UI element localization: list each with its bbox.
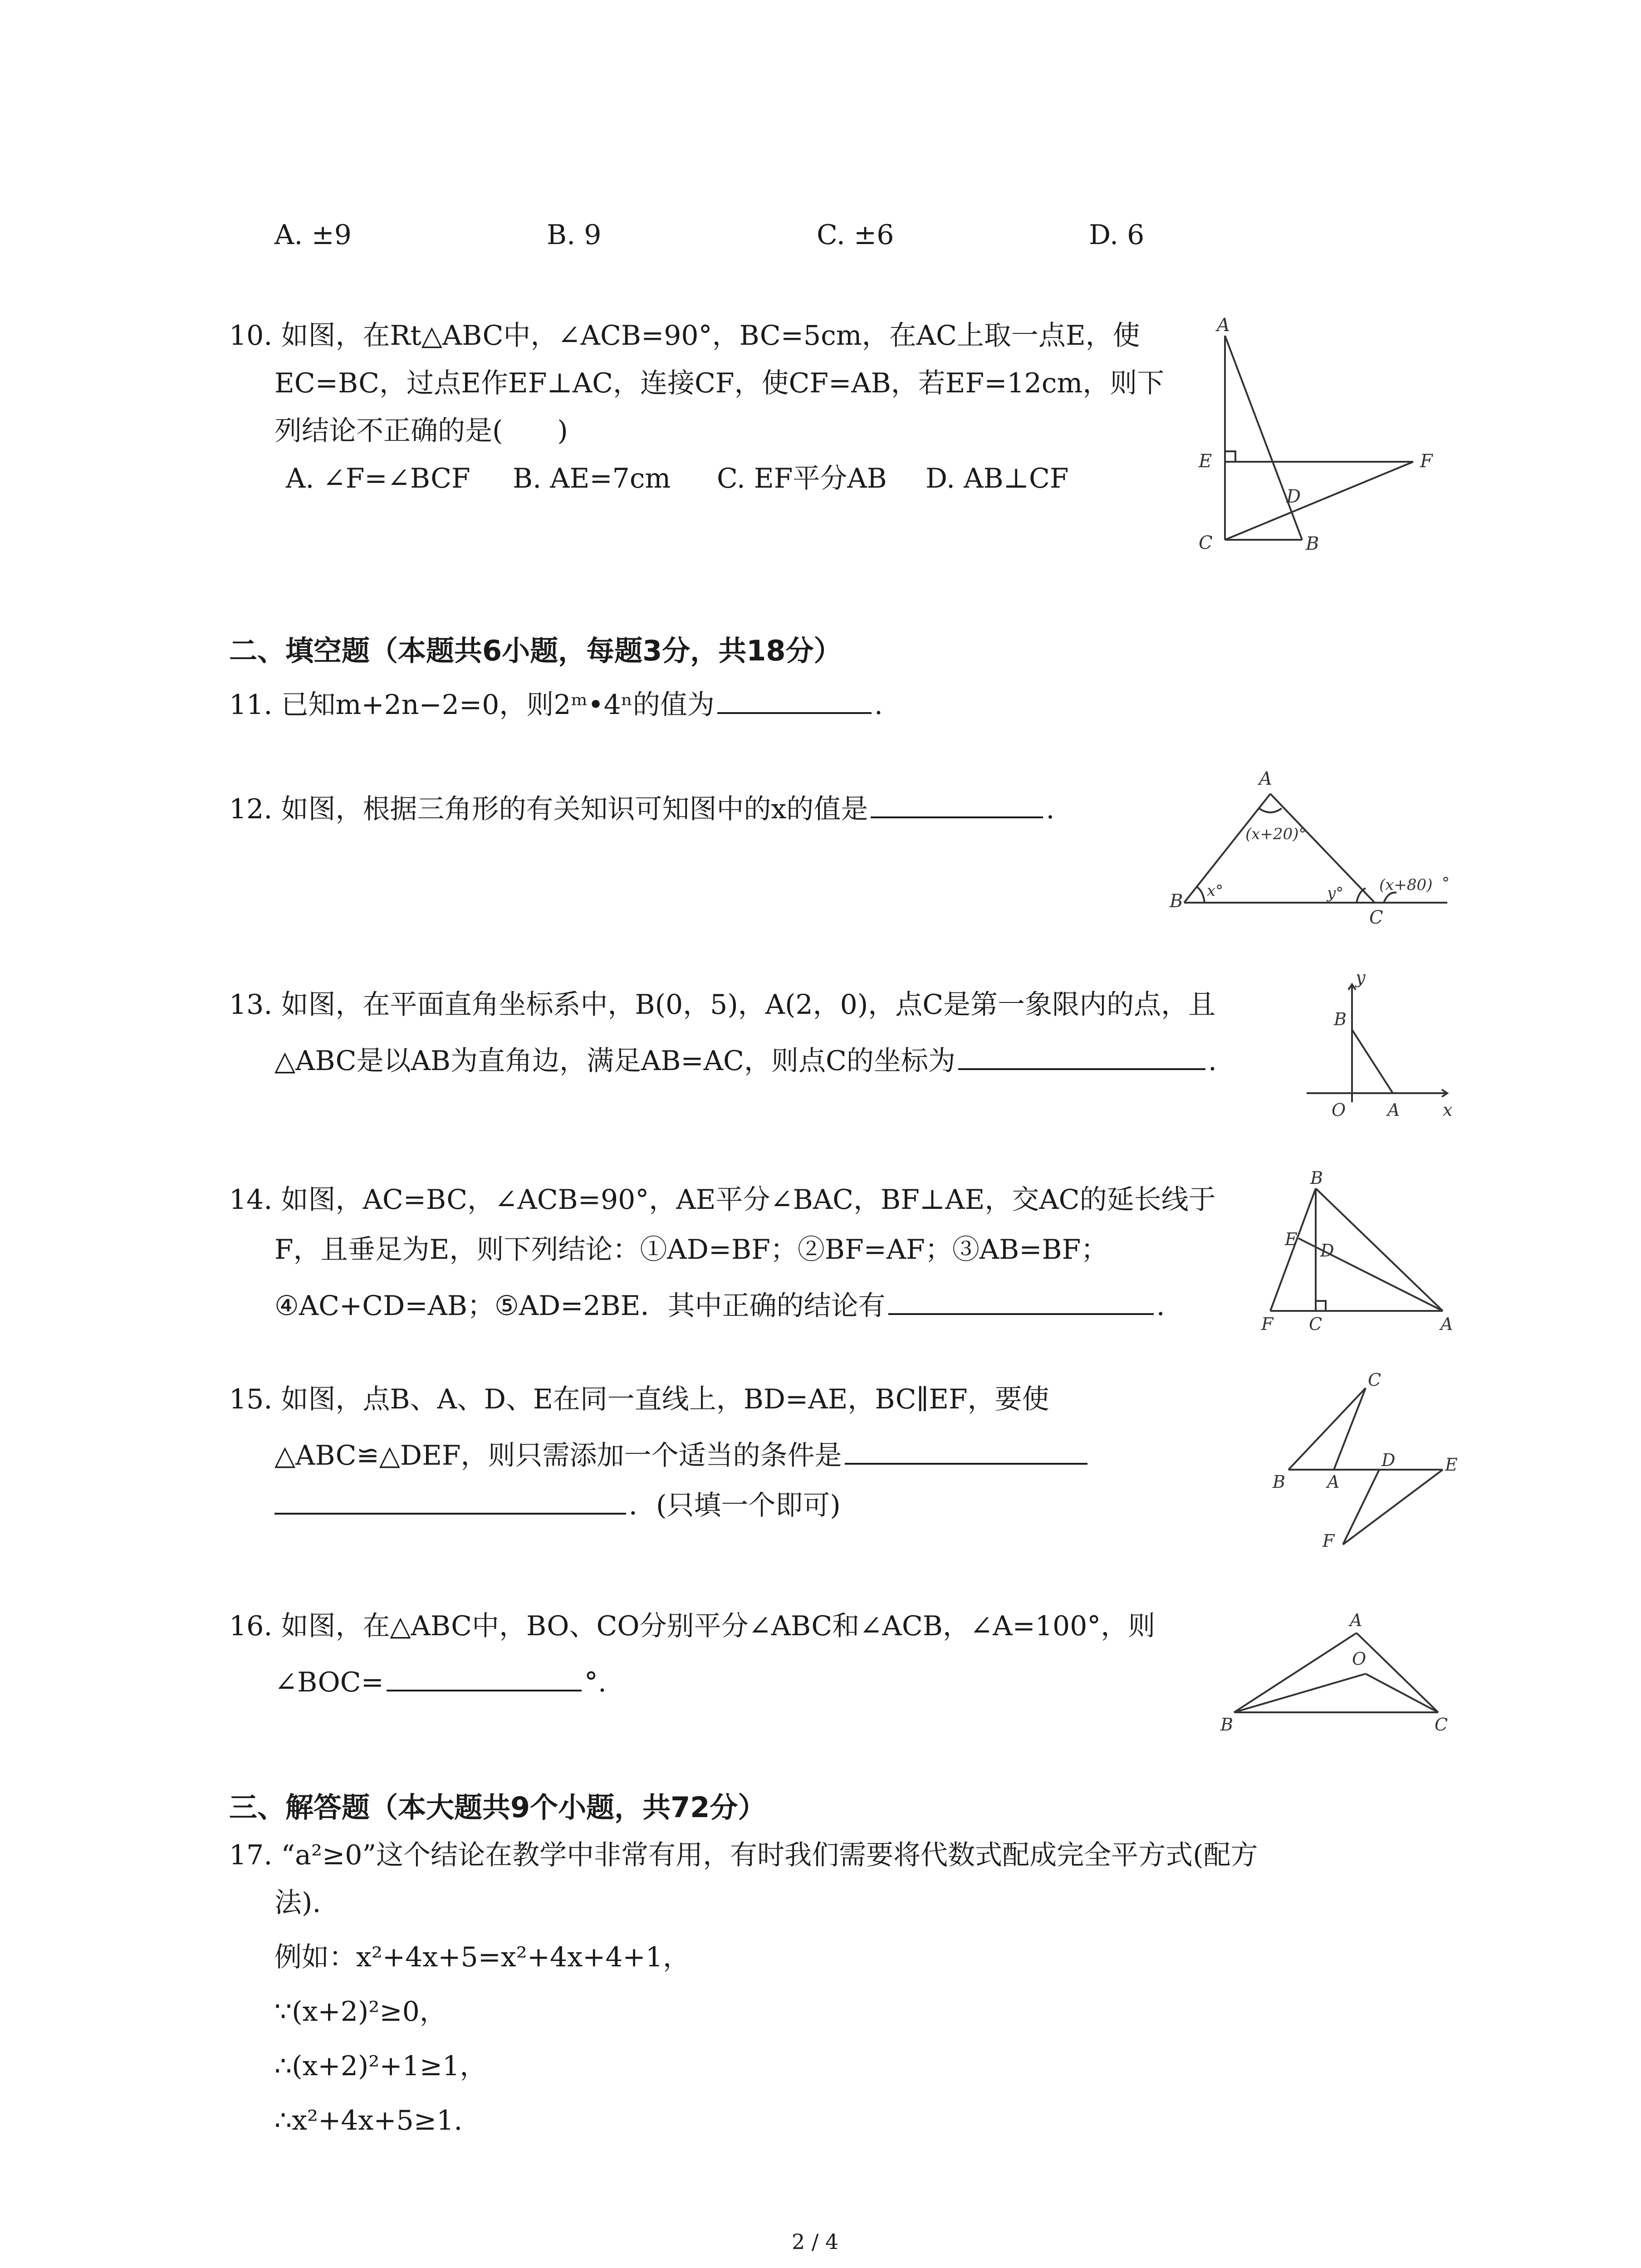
- q13-period: .: [1208, 1045, 1217, 1077]
- q10-option-b: B. AE=7cm: [513, 463, 671, 494]
- q13-fig-label-y: y: [1356, 968, 1366, 987]
- q14-answer-blank[interactable]: [888, 1286, 1154, 1315]
- q16-answer-blank[interactable]: [387, 1662, 582, 1691]
- q10-line3: 列结论不正确的是( ): [274, 415, 568, 447]
- q10-line2: EC=BC，过点E作EF⊥AC，连接CF，使CF=AB，若EF=12cm，则下: [274, 367, 1165, 399]
- q11-period: .: [874, 689, 883, 721]
- q12-fig-label-c: C: [1369, 907, 1383, 928]
- q12-text: 12. 如图，根据三角形的有关知识可知图中的x的值是: [229, 793, 868, 825]
- page-number: 2 / 4: [792, 2229, 839, 2254]
- q13-line1: 13. 如图，在平面直角坐标系中，B(0，5)，A(2，0)，点C是第一象限内的点，且: [229, 989, 1216, 1021]
- q14-fig-label-e: E: [1285, 1229, 1298, 1249]
- q15-answer-blank-1[interactable]: [845, 1436, 1087, 1465]
- section-2-heading: 二、填空题（本题共6小题，每题3分，共18分）: [229, 634, 842, 667]
- q16-text: ∠BOC=: [274, 1667, 384, 1698]
- q15-fig-label-d: D: [1381, 1450, 1396, 1470]
- q14-line2: F，且垂足为E，则下列结论：①AD=BF；②BF=AF；③AB=BF；: [274, 1234, 1108, 1266]
- q9-option-a: A. ±9: [274, 219, 352, 251]
- q12-fig-angle-b: x°: [1207, 882, 1224, 900]
- q10-fig-label-d: D: [1286, 486, 1301, 507]
- q10-fig-label-e: E: [1199, 451, 1212, 472]
- q9-option-b: B. 9: [547, 219, 602, 251]
- q10-figure: [1189, 315, 1443, 562]
- q15-fig-label-b: B: [1273, 1472, 1285, 1492]
- q14-text: ④AC+CD=AB；⑤AD=2BE．其中正确的结论有: [274, 1290, 886, 1322]
- q12-fig-angle-a: (x+20)°: [1245, 825, 1307, 843]
- q12-period: .: [1046, 793, 1055, 825]
- q12-figure: [1166, 768, 1461, 934]
- q13-text: △ABC是以AB为直角边，满足AB=AC，则点C的坐标为: [274, 1045, 955, 1077]
- q12-fig-label-a: A: [1259, 768, 1272, 789]
- q15-answer-blank-2[interactable]: [274, 1486, 626, 1515]
- q9-option-c: C. ±6: [817, 219, 894, 251]
- q10-line1: 10. 如图，在Rt△ABC中，∠ACB=90°，BC=5cm，在AC上取一点E，使: [229, 320, 1140, 352]
- q15-figure: [1266, 1365, 1461, 1556]
- q15-fig-label-e: E: [1445, 1455, 1458, 1475]
- q13-fig-label-o: O: [1332, 1100, 1346, 1120]
- q13-figure: [1302, 968, 1461, 1125]
- q16-fig-label-o: O: [1352, 1649, 1367, 1669]
- q15-tail: ．(只填一个即可): [629, 1490, 841, 1521]
- q13-fig-label-a: A: [1387, 1100, 1400, 1120]
- q9-option-d: D. 6: [1089, 219, 1145, 251]
- q11-answer-blank[interactable]: [717, 685, 872, 714]
- q13-line2: [274, 1041, 1217, 1075]
- q14-fig-label-f: F: [1261, 1314, 1274, 1334]
- q16-degree: °.: [584, 1667, 607, 1698]
- q17-example-4: ∴x²+4x+5≥1.: [274, 2105, 463, 2136]
- section-3-heading: 三、解答题（本大题共9个小题，共72分）: [229, 1791, 766, 1824]
- q14-fig-label-d: D: [1320, 1241, 1334, 1261]
- q12-fig-label-b: B: [1170, 891, 1183, 912]
- q15-line3: [274, 1486, 841, 1519]
- q17-example-1: 例如：x²+4x+5=x²+4x+4+1，: [274, 1941, 690, 1973]
- q12-fig-degree: °: [1442, 874, 1450, 892]
- q16-line1: 16. 如图，在△ABC中，BO、CO分别平分∠ABC和∠ACB，∠A=100°，则: [229, 1610, 1156, 1642]
- q16-line2: [274, 1662, 607, 1696]
- q14-line1: 14. 如图，AC=BC，∠ACB=90°，AE平分∠BAC，BF⊥AE，交AC的延长线于: [229, 1184, 1216, 1216]
- q15-fig-label-c: C: [1368, 1370, 1381, 1390]
- q12-fig-angle-y: y°: [1327, 884, 1344, 902]
- q10-option-c: C. EF平分AB: [717, 463, 887, 494]
- q12-fig-angle-ext: (x+80): [1379, 876, 1433, 894]
- q16-fig-label-c: C: [1435, 1715, 1448, 1735]
- q17-line1: 17. “a²≥0”这个结论在教学中非常有用，有时我们需要将代数式配成完全平方式(配方: [229, 1839, 1258, 1871]
- q14-fig-label-a: A: [1440, 1314, 1453, 1334]
- q15-fig-label-f: F: [1323, 1531, 1335, 1551]
- q16-fig-label-b: B: [1220, 1715, 1233, 1735]
- q13-answer-blank[interactable]: [958, 1041, 1205, 1070]
- q15-text: △ABC≌△DEF，则只需添加一个适当的条件是: [274, 1440, 842, 1471]
- q14-figure: [1257, 1166, 1465, 1338]
- q10-fig-label-c: C: [1199, 533, 1213, 553]
- q11-line: [229, 685, 883, 719]
- q17-example-3: ∴(x+2)²+1≥1，: [274, 2050, 487, 2082]
- q17-line2: 法).: [274, 1887, 321, 1919]
- q10-fig-label-a: A: [1217, 315, 1230, 336]
- q10-fig-label-b: B: [1306, 533, 1319, 554]
- q16-fig-label-a: A: [1350, 1610, 1362, 1630]
- q12-answer-blank[interactable]: [871, 789, 1043, 818]
- q15-line1: 15. 如图，点B、A、D、E在同一直线上，BD=AE，BC∥EF，要使: [229, 1383, 1049, 1415]
- q10-option-d: D. AB⊥CF: [926, 463, 1069, 494]
- q10-option-a: A. ∠F=∠BCF: [286, 463, 470, 494]
- q17-example-2: ∵(x+2)²≥0，: [274, 1996, 447, 2028]
- q16-figure: [1216, 1606, 1461, 1742]
- q13-fig-label-x: x: [1443, 1100, 1453, 1120]
- q11-text: 11. 已知m+2n−2=0，则2ᵐ•4ⁿ的值为: [229, 689, 715, 721]
- q15-line2: [274, 1436, 1090, 1469]
- q14-line3: [274, 1286, 1165, 1320]
- q12-line: [229, 789, 1054, 823]
- q14-fig-label-b: B: [1310, 1168, 1323, 1188]
- q14-fig-label-c: C: [1309, 1314, 1323, 1334]
- q14-period: .: [1156, 1290, 1165, 1322]
- q13-fig-label-b: B: [1334, 1009, 1347, 1029]
- q15-fig-label-a: A: [1327, 1472, 1340, 1492]
- q10-fig-label-f: F: [1420, 451, 1433, 472]
